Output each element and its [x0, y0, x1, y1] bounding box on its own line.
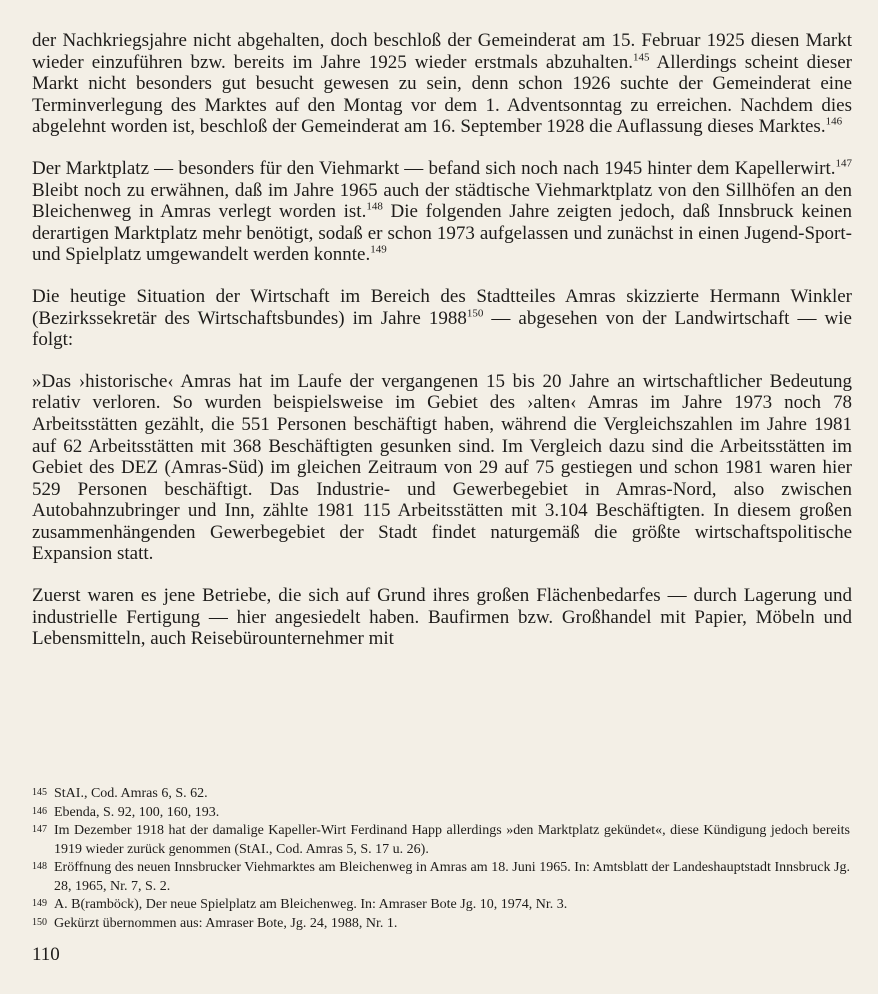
footnote-text: Ebenda, S. 92, 100, 160, 193.	[54, 804, 220, 820]
footnote	[32, 785, 850, 804]
footnote	[32, 804, 850, 823]
paragraph-quote: »Das ›historische‹ Amras hat im Laufe der vergangenen 15 bis 20 Jahre an wirtschaftlicher Bedeutung relativ verloren. So wurden beispielsweise im Gebiet des ›alten‹ Amras im Jahre 1973 noch 78 Arbeitsstätten gezählt, die 551 Personen beschäftigt haben, während die Vergleichszahlen im Jahre 1981 auf 62 Arbeitsstätten mit 368 Beschäftigten gesunken sind. Im Vergleich dazu sind die Arbeitsstätten im Gebiet des DEZ (Amras-Süd) im gleichen Zeitraum von 29 auf 75 gestiegen und schon 1981 waren hier 529 Personen beschäftigt. Das Industrie- und Gewerbegebiet in Amras-Nord, also zwischen Autobahnzubringer und Inn, zählte 1981 115 Arbeitsstätten mit 3.104 Beschäftigten. In diesem großen zusammenhängenden Gewerbegebiet der Stadt findet naturgemäß die größte wirtschaftspolitische Expansion statt.	[32, 370, 852, 565]
paragraph-1	[32, 30, 852, 138]
footnote-number: 147	[32, 824, 47, 835]
footnote-ref: 148	[366, 200, 383, 213]
footnote-text: Gekürzt übernommen aus: Amraser Bote, Jg. 24, 1988, Nr. 1.	[54, 915, 398, 931]
text-run: Die heutige Situation der Wirtschaft im Bereich des Stadtteiles Amras skizzierte Hermann Winkler (Bezirkssekretär des Wirtschaftsbundes) im Jahre 1988	[32, 285, 852, 329]
text-run: Der Marktplatz — besonders für den Viehmarkt — befand sich noch nach 1945 hinter dem Kapellerwirt.	[32, 157, 836, 179]
footnote-number: 148	[32, 861, 47, 872]
footnote	[32, 915, 850, 934]
footnote-number: 150	[32, 916, 47, 928]
text-run: Bleibt noch zu erwähnen, daß im Jahre 1965 auch der städtische Viehmarktplatz von den Sillhöfen an den Bleichenweg in Amras verlegt worden ist.	[32, 179, 852, 223]
footnote-number: 145	[32, 787, 47, 798]
footnote-text: A. B(ramböck), Der neue Spielplatz am Bleichenweg. In: Amraser Bote Jg. 10, 1974, Nr. 3.	[54, 897, 568, 912]
footnote-ref: 147	[835, 157, 852, 170]
text-run: Allerdings scheint dieser Markt nicht besonders gut besucht gewesen zu sein, denn schon 1926 suchte der Gemeinderat eine Terminverlegung des Marktes auf den Montag vor dem 1. Adventsonntag zu erreichen. Nachdem dies abgelehnt worden ist, beschloß der Gemeinderat am 16. September 1928 die Auflassung dieses Marktes.	[32, 51, 852, 138]
footnote-ref: 150	[466, 307, 484, 320]
text-run: der Nachkriegsjahre nicht abgehalten, doch beschloß der Gemeinderat am 15. Februar 1925 diesen Markt wieder einzuführen bzw. bereits im Jahre 1925 wieder erstmals abzuhalten.	[32, 30, 852, 73]
paragraph-2	[32, 158, 852, 266]
main-text	[32, 30, 852, 670]
footnote-number: 149	[32, 898, 47, 909]
footnote-text: Eröffnung des neuen Innsbrucker Viehmarktes am Bleichenweg in Amras am 18. Juni 1965. In: Amtsblatt der Landeshauptstadt Innsbruck Jg. 28, 1965, Nr. 7, S. 2.	[54, 860, 850, 894]
footnotes	[32, 785, 850, 933]
footnote	[32, 822, 850, 859]
footnote-ref: 149	[370, 244, 387, 257]
footnote-ref: 145	[632, 51, 650, 64]
page-number: 110	[32, 944, 60, 965]
paragraph-5: Zuerst waren es jene Betriebe, die sich auf Grund ihres großen Flächenbedarfes — durch Lagerung und industrielle Fertigung — hier angesiedelt haben. Baufirmen bzw. Großhandel mit Papier, Möbeln und Lebensmitteln, auch Reisebürounternehmer mit	[32, 585, 852, 650]
footnote-number: 146	[32, 805, 47, 817]
footnote-text: Im Dezember 1918 hat der damalige Kapeller-Wirt Ferdinand Happ allerdings »den Marktplatz gekündet«, diese Kündigung jedoch bereits 1919 wieder zurück genommen (StAI., Cod. Amras 5, S. 17 u. 26).	[54, 823, 850, 857]
text-run: Die folgenden Jahre zeigten jedoch, daß Innsbruck keinen derartigen Marktplatz mehr benötigt, sodaß er schon 1973 aufgelassen und zunächst in einen Jugend-Sport- und Spielplatz umgewandelt werden konnte.	[32, 201, 852, 266]
footnote	[32, 896, 850, 915]
footnote	[32, 859, 850, 896]
footnote-text: StAI., Cod. Amras 6, S. 62.	[54, 786, 208, 801]
footnote-ref: 146	[825, 116, 843, 129]
text-run: — abgesehen von der Landwirtschaft — wie folgt:	[32, 307, 852, 351]
paragraph-3	[32, 286, 852, 351]
